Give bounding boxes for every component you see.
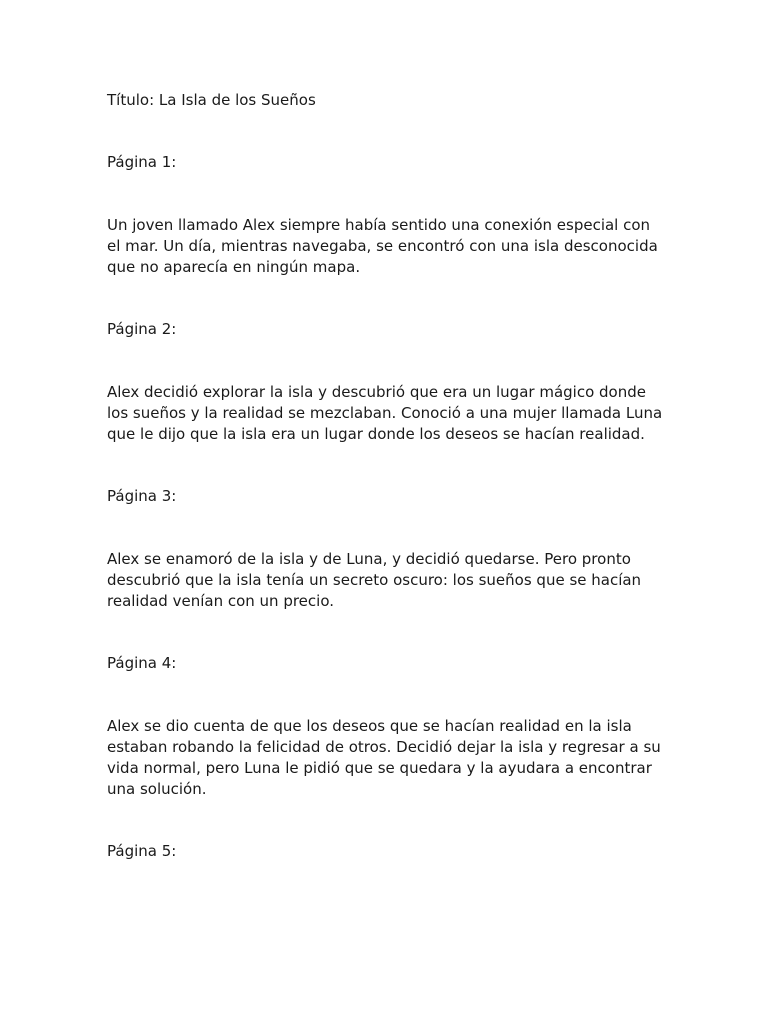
page-paragraph-2: Alex decidió explorar la isla y descubrió que era un lugar mágico donde los sueños y la realidad se mezclaban. Conoció a una mujer llamada Luna que le dijo que la isla era un lugar donde los deseos se hacían realidad. bbox=[107, 383, 663, 443]
document-title: Título: La Isla de los Sueños bbox=[107, 91, 316, 109]
page-heading-3: Página 3: bbox=[107, 487, 177, 505]
page-paragraph-4: Alex se dio cuenta de que los deseos que se hacían realidad en la isla estaban robando la felicidad de otros. Decidió dejar la isla y regresar a su vida normal, pero Luna le pidió que se quedara y la ayudara a encontrar una solución. bbox=[107, 717, 661, 798]
page-heading-4: Página 4: bbox=[107, 654, 177, 672]
page-heading-1: Página 1: bbox=[107, 153, 177, 171]
page-heading-2: Página 2: bbox=[107, 320, 177, 338]
page-heading-5: Página 5: bbox=[107, 842, 177, 860]
page-paragraph-3: Alex se enamoró de la isla y de Luna, y decidió quedarse. Pero pronto descubrió que la isla tenía un secreto oscuro: los sueños que se hacían realidad venían con un precio. bbox=[107, 550, 642, 610]
document-page bbox=[107, 90, 667, 862]
page-paragraph-1: Un joven llamado Alex siempre había sentido una conexión especial con el mar. Un día, mientras navegaba, se encontró con una isla desconocida que no aparecía en ningún mapa. bbox=[107, 216, 658, 276]
